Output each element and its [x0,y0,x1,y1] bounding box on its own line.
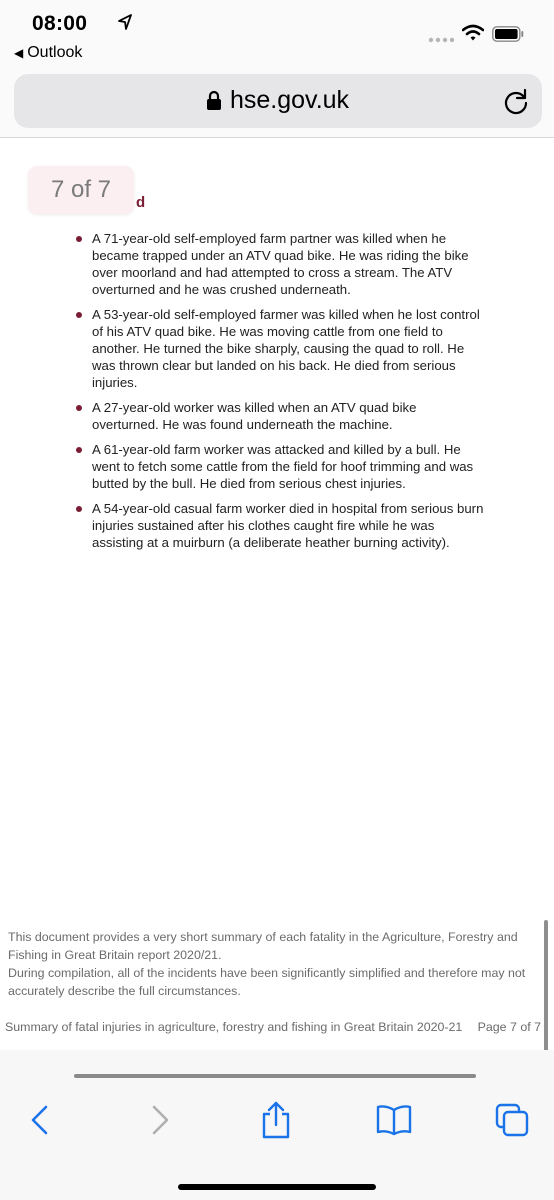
battery-icon [492,26,524,42]
bullet-dot-icon [76,447,82,453]
page-footer [5,1020,545,1034]
url-host: hse.gov.uk [230,86,350,114]
bullet-dot-icon [76,405,82,411]
tabs-icon [495,1103,529,1137]
address-bar[interactable] [14,74,542,128]
share-icon [260,1101,292,1139]
bookmarks-icon [376,1104,412,1136]
list-item [74,500,484,551]
footer-title: Summary of fatal injuries in agriculture, forestry and fishing in Great Britain 2020-21 [5,1020,463,1034]
reload-icon[interactable] [502,88,530,116]
footnote-line-2: During compilation, all of the incidents have been significantly simplified and therefore may not accurately describe the full circumstances. [8,966,526,998]
fatality-list [74,230,484,559]
pdf-viewer[interactable] [0,138,554,1050]
home-indicator[interactable] [178,1184,376,1190]
list-item-text: A 27-year-old worker was killed when an ATV quad bike overturned. He was found underneath the machine. [92,400,417,432]
forward-icon [148,1105,172,1135]
bullet-dot-icon [76,236,82,242]
bullet-dot-icon [76,506,82,512]
bookmarks-button[interactable] [374,1100,414,1140]
back-icon [28,1105,52,1135]
wifi-icon [462,24,484,42]
list-item-text: A 54-year-old casual farm worker died in hospital from serious burn injuries sustained after his clothes caught fire while he was assisting at a muirburn (a deliberate heather burning activity). [92,501,484,550]
signal-dots-icon [428,37,456,43]
forward-button[interactable] [140,1100,180,1140]
lock-icon [206,90,222,111]
back-to-app-link[interactable] [14,44,82,62]
horizontal-scrollbar[interactable] [74,1074,476,1078]
footer-page-number: Page 7 of 7 [477,1020,541,1034]
document-footnote [8,928,538,1000]
bullet-dot-icon [76,312,82,318]
footnote-line-1: This document provides a very short summary of each fatality in the Agriculture, Forestry and Fishing in Great Britain report 2020/21. [8,930,518,962]
list-item-text: A 53-year-old self-employed farmer was killed when he lost control of his ATV quad bike. He was moving cattle from one field to another. He turned the bike sharply, causing the quad to roll. He was thrown clear but landed on his back. He died from serious injuries. [92,307,480,390]
list-item [74,230,484,298]
list-item [74,441,484,492]
page-indicator-text: 7 of 7 [50,176,112,203]
clock: 08:00 [32,12,88,35]
back-app-label: Outlook [27,44,83,61]
list-item [74,399,484,433]
page-indicator-badge [28,166,134,214]
list-item-text: A 61-year-old farm worker was attacked and killed by a bull. He went to fetch some cattle from the field for hoof trimming and was butted by the bull. He died from serious chest injuries. [92,442,474,491]
share-button[interactable] [256,1100,296,1140]
section-heading-fragment: d [136,194,146,211]
browser-toolbar [0,1050,554,1200]
status-bar [0,0,554,70]
back-button[interactable] [20,1100,60,1140]
list-item-text: A 71-year-old self-employed farm partner was killed when he became trapped under an ATV quad bike. He was riding the bike over moorland and had attempted to cross a stream. The ATV overturned and he was crushed underneath. [92,231,469,297]
tabs-button[interactable] [492,1100,532,1140]
vertical-scrollbar[interactable] [544,920,548,1070]
address-bar-area [0,70,554,138]
location-arrow-icon [118,14,132,30]
list-item [74,306,484,391]
back-triangle-icon: ◀ [14,46,24,60]
